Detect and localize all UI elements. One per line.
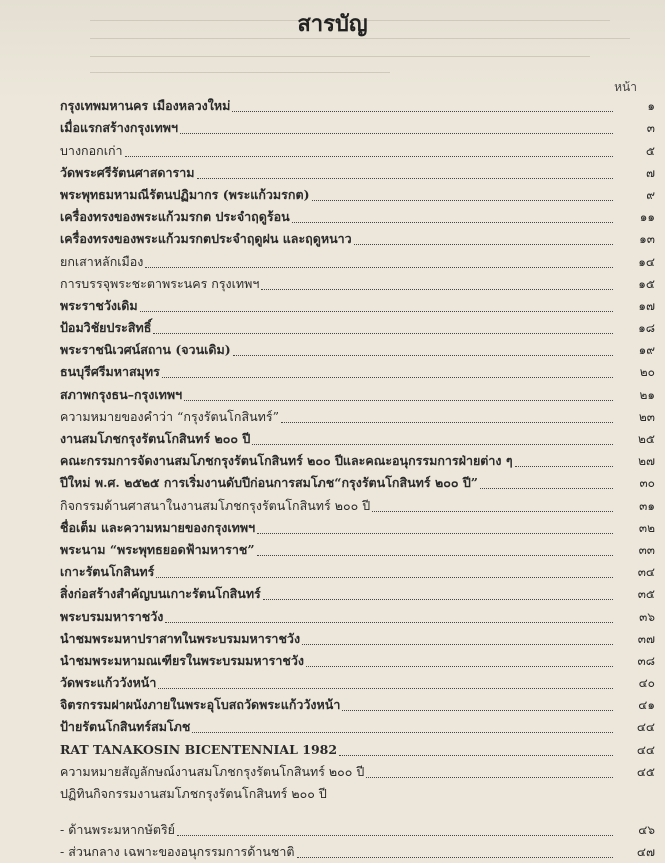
toc-entry-title: นำชมพระมหามณเฑียรในพระบรมมหาราชวัง: [60, 652, 305, 668]
toc-entry-page-number: ๓๑: [639, 498, 655, 513]
toc-entry: [60, 206, 655, 228]
toc-entry-page-number: ๔๔: [636, 720, 655, 735]
toc-entry-page-number: ๔๕: [636, 764, 655, 779]
toc-entry-title: งานสมโภชกรุงรัตนโกสินทร์ ๒๐๐ ปี: [60, 431, 251, 446]
toc-entry-title: การบรรจุพระชะตาพระนคร กรุงเทพฯ: [60, 275, 260, 291]
toc-entry-title: คณะกรรมการจัดงานสมโภชกรุงรัตนโกสินทร์ ๒๐๐ ปีและคณะอนุกรรมการฝ่ายต่าง ๆ: [60, 453, 513, 469]
toc-entry-title: นำชมพระมหาปราสาทในพระบรมมหาราชวัง: [60, 630, 301, 646]
toc-entry-title: บางกอกเก่า: [60, 142, 123, 158]
toc-entry: [60, 650, 655, 672]
toc-entry-page-number: ๔๑: [638, 698, 655, 713]
toc-entry-page-number: ๑๕: [638, 276, 655, 291]
dot-leader: [261, 289, 613, 290]
toc-entry-title: เครื่องทรงของพระแก้วมรกต ประจำฤดูร้อน: [60, 209, 290, 225]
toc-entry-title: พระพุทธมหามณีรัตนปฏิมากร (พระแก้วมรกต): [60, 186, 310, 202]
toc-entry-title: ความหมายของคำว่า “กรุงรัตนโกสินทร์”: [60, 408, 279, 424]
toc-entry-title: วัดพระแก้ววังหน้า: [60, 675, 157, 691]
toc-entry-page-number: ๑๙: [638, 343, 655, 358]
toc-entry-title: วัดพระศรีรัตนศาสดาราม: [60, 164, 195, 180]
toc-entry: [60, 228, 655, 250]
toc-entry-page-number: ๑๗: [638, 298, 655, 313]
toc-entry: [60, 250, 655, 272]
dot-leader: [232, 111, 613, 112]
toc-entry-title: ความหมายสัญลักษณ์งานสมโภชกรุงรัตนโกสินทร์ ๒๐๐ ปี: [60, 763, 365, 779]
toc-entry-title: RAT TANAKOSIN BICENTENNIAL 1982: [60, 741, 338, 757]
toc-entry: [60, 539, 655, 561]
dot-leader: [302, 644, 613, 645]
toc-entry-title: สิ่งก่อสร้างสำคัญบนเกาะรัตนโกสินทร์: [60, 586, 261, 602]
toc-entry: [60, 694, 655, 716]
toc-entry-page-number: ๓๒: [638, 520, 655, 535]
toc-entry: [60, 494, 655, 516]
toc-entry-title: เมื่อแรกสร้างกรุงเทพฯ: [60, 120, 178, 136]
toc-entry-title: เกาะรัตนโกสินทร์: [60, 564, 155, 580]
dot-leader: [145, 267, 613, 268]
toc-entry: [60, 841, 655, 863]
toc-entry-title: พระบรมมหาราชวัง: [60, 608, 164, 624]
dot-leader: [192, 732, 613, 733]
toc-entry: [60, 819, 655, 841]
toc-entry-page-number: ๓๕: [637, 587, 655, 602]
dot-leader: [140, 311, 613, 312]
toc-entry-title: พระนาม “พระพุทธยอดฟ้ามหาราช”: [60, 541, 255, 557]
toc-entry: [60, 517, 655, 539]
dot-leader: [184, 400, 613, 401]
toc-entry-page-number: ๒๑: [639, 387, 655, 402]
dot-leader: [197, 178, 613, 179]
dot-leader: [515, 466, 613, 467]
toc-entry: [60, 761, 655, 783]
dot-leader: [480, 488, 613, 489]
toc-entry-page-number: ๒๕: [638, 432, 655, 446]
dot-leader: [292, 222, 613, 223]
toc-entry-title: กรุงเทพมหานคร เมืองหลวงใหม่: [60, 98, 231, 114]
dot-leader: [306, 666, 613, 667]
toc-entry-page-number: ๒๓: [638, 409, 655, 424]
toc-entry: [60, 561, 655, 583]
toc-entry: [60, 716, 655, 738]
toc-entry-page-number: ๓๗: [637, 631, 655, 646]
toc-entry-page-number: ๔๐: [638, 676, 655, 691]
page-title: สารบัญ: [297, 11, 368, 37]
toc-entry: [60, 317, 655, 339]
dot-leader: [257, 555, 613, 556]
dot-leader: [281, 422, 613, 423]
toc-entry-title: เครื่องทรงของพระแก้วมรกตประจำฤดูฝน และฤดูหนาว: [60, 231, 352, 247]
toc-entry: [60, 605, 655, 627]
dot-leader: [177, 835, 613, 836]
toc-entry: [60, 383, 655, 405]
table-of-contents: [60, 95, 655, 863]
toc-entry: [60, 628, 655, 650]
toc-entry: [60, 738, 655, 760]
toc-entry: [60, 361, 655, 383]
toc-entry-page-number: ๓๔: [637, 565, 655, 580]
toc-entry: [60, 406, 655, 428]
dot-leader: [342, 710, 613, 711]
toc-entry: [60, 273, 655, 295]
toc-entry-title: พระราชวังเดิม: [60, 297, 138, 313]
toc-entry-page-number: ๓๓: [638, 542, 655, 557]
toc-entry-title: จิตรกรรมฝาผนังภายในพระอุโบสถวัดพระแก้ววังหน้า: [60, 697, 341, 713]
toc-entry-title: ป้อมวิชัยประสิทธิ์: [60, 320, 152, 336]
toc-entry-page-number: ๔๗: [636, 845, 655, 860]
dot-leader: [233, 355, 613, 356]
dot-leader: [339, 755, 613, 756]
toc-entry-title: ธนบุรีศรีมหาสมุทร: [60, 364, 160, 380]
toc-entry: [60, 472, 655, 494]
toc-entry-page-number: ๑๘: [638, 321, 655, 336]
toc-entry-title: - ส่วนกลาง เฉพาะของอนุกรรมการด้านชาติ: [60, 844, 295, 860]
dot-leader: [372, 511, 613, 512]
dot-leader: [125, 156, 613, 157]
toc-entry: [60, 162, 655, 184]
dot-leader: [158, 688, 613, 689]
toc-entry-title: กิจกรรมด้านศาสนาในงานสมโภชกรุงรัตนโกสินทร์ ๒๐๐ ปี: [60, 497, 371, 513]
dot-leader: [297, 857, 613, 858]
dot-leader: [354, 244, 613, 245]
toc-entry-title: ชื่อเต็ม และความหมายของกรุงเทพฯ: [60, 519, 256, 535]
dot-leader: [156, 577, 613, 578]
toc-entry-title: พระราชนิเวศน์สถาน (จวนเดิม): [60, 342, 231, 358]
toc-entry-page-number: ๒๐: [639, 365, 655, 380]
toc-entry-page-number: ๓: [646, 121, 655, 136]
dot-leader: [153, 333, 613, 334]
dot-leader: [252, 444, 613, 445]
toc-entry-title: ป้ายรัตนโกสินทร์สมโภช: [60, 719, 191, 735]
toc-entry-title: ปฏิทินกิจกรรมงานสมโภชกรุงรัตนโกสินทร์ ๒๐๐ ปี: [60, 786, 327, 801]
toc-entry-page-number: ๔๖: [638, 823, 655, 838]
dot-leader: [366, 777, 613, 778]
toc-entry: [60, 783, 655, 805]
toc-entry-page-number: ๓๘: [637, 653, 655, 668]
page-column-label: หน้า: [614, 80, 637, 94]
toc-entry: [60, 295, 655, 317]
toc-entry: [60, 184, 655, 206]
toc-entry: [60, 450, 655, 472]
toc-entry-page-number: ๔๔: [636, 742, 655, 757]
dot-leader: [162, 377, 613, 378]
toc-entry-page-number: ๓๖: [639, 609, 655, 624]
toc-entry-title: สภาพกรุงธน–กรุงเทพฯ: [60, 386, 183, 402]
toc-entry-page-number: ๑๓: [639, 232, 655, 247]
dot-leader: [257, 533, 613, 534]
toc-entry-page-number: ๑: [647, 99, 655, 114]
toc-entry: [60, 428, 655, 450]
toc-entry-title: ยกเสาหลักเมือง: [60, 253, 144, 269]
toc-entry-page-number: ๙: [646, 187, 655, 202]
dot-leader: [165, 622, 613, 623]
toc-entry: [60, 583, 655, 605]
toc-entry-page-number: ๑๑: [639, 210, 655, 225]
toc-entry-title: ปีใหม่ พ.ศ. ๒๕๒๕ การเริ่มงานดับปีก่อนการสมโภช“กรุงรัตนโกสินทร์ ๒๐๐ ปี”: [60, 475, 478, 491]
dot-leader: [312, 200, 614, 201]
toc-entry-page-number: ๒๗: [638, 454, 655, 469]
toc-entry-page-number: ๓๐: [639, 476, 655, 491]
toc-entry: [60, 139, 655, 161]
toc-entry: [60, 339, 655, 361]
toc-entry-title: - ด้านพระมหากษัตริย์: [60, 822, 176, 838]
dot-leader: [263, 599, 613, 600]
toc-entry: [60, 672, 655, 694]
toc-entry: [60, 117, 655, 139]
toc-entry-page-number: ๕: [645, 143, 655, 158]
toc-entry: [60, 95, 655, 117]
toc-entry-page-number: ๗: [645, 165, 655, 180]
toc-entry-page-number: ๑๔: [638, 254, 655, 269]
dot-leader: [180, 133, 613, 134]
